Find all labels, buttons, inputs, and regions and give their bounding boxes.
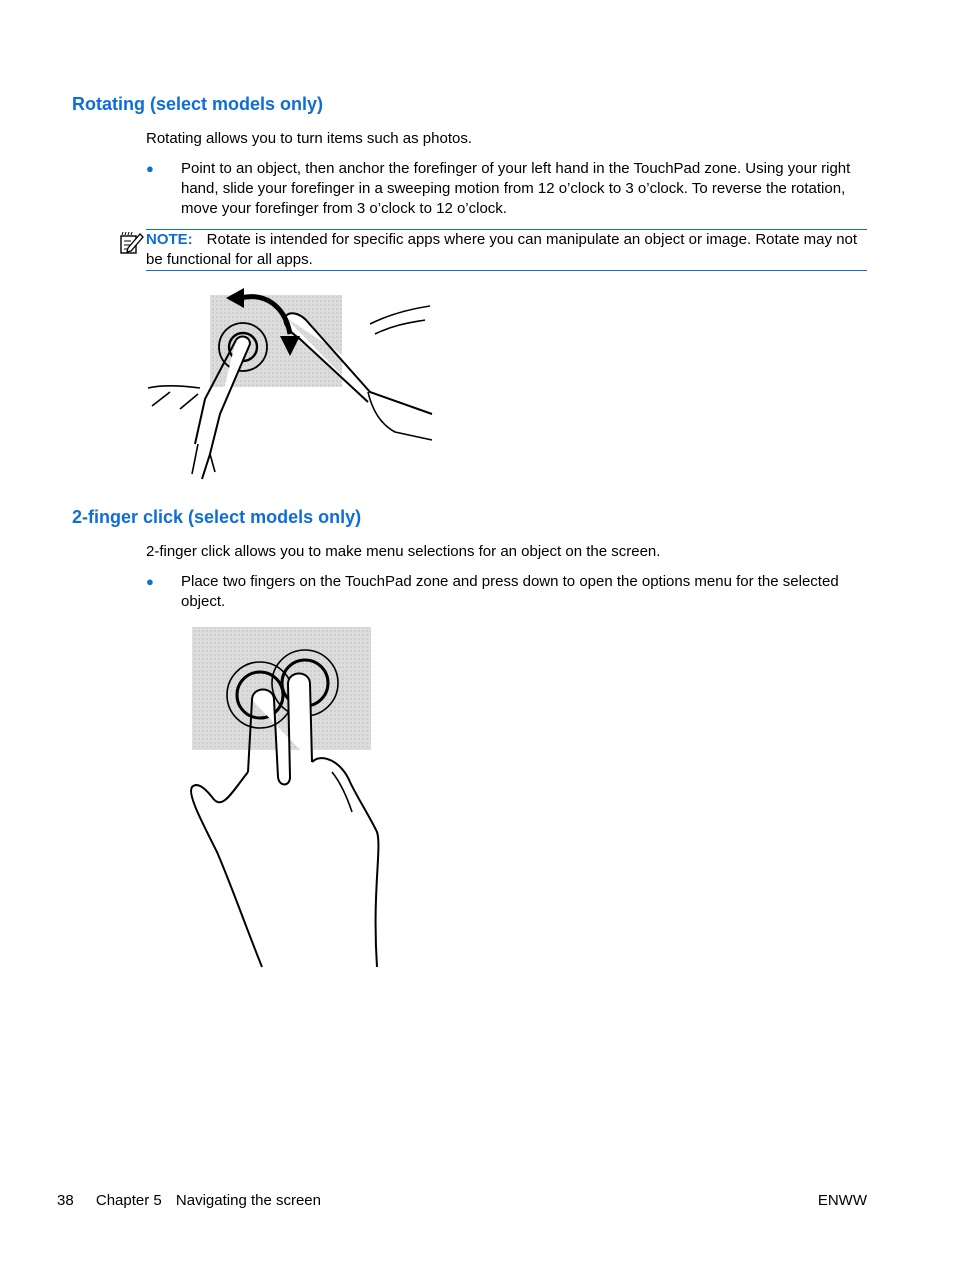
two-finger-click-illustration [182,622,397,972]
bullet-icon: ● [146,161,154,176]
two-finger-intro: 2-finger click allows you to make menu selections for an object on the screen. [146,543,661,560]
bullet-icon: ● [146,574,154,589]
footer-chapter-title: Navigating the screen [175,1192,321,1209]
rotate-gesture-illustration [140,284,440,484]
section-heading-rotating: Rotating (select models only) [72,94,324,114]
two-finger-bullet-text: Place two fingers on the TouchPad zone and press down to open the options menu for the selected object. [181,573,839,610]
rotating-intro: Rotating allows you to turn items such as photos. [146,130,473,147]
footer-right-label: ENWW [817,1192,867,1209]
note-box [146,229,867,271]
note-icon [118,230,144,256]
page-number: 38 [57,1192,74,1209]
rotating-bullet-text: Point to an object, then anchor the forefinger of your left hand in the TouchPad zone. Using your right hand, slide your forefinger in a sweeping motion from 12 o’clock to 3 o’clock. To reverse the rotation, move your forefinger from 3 o’clock to 12 o’clock. [181,160,851,217]
section-heading-two-finger-click: 2-finger click (select models only) [72,507,362,527]
footer-chapter: Chapter 5 [95,1192,162,1209]
note-label: NOTE: [146,231,193,248]
note-text: Rotate is intended for specific apps where you can manipulate an object or image. Rotate may not be functional for all apps. [146,231,858,268]
footer-left [57,1192,321,1209]
